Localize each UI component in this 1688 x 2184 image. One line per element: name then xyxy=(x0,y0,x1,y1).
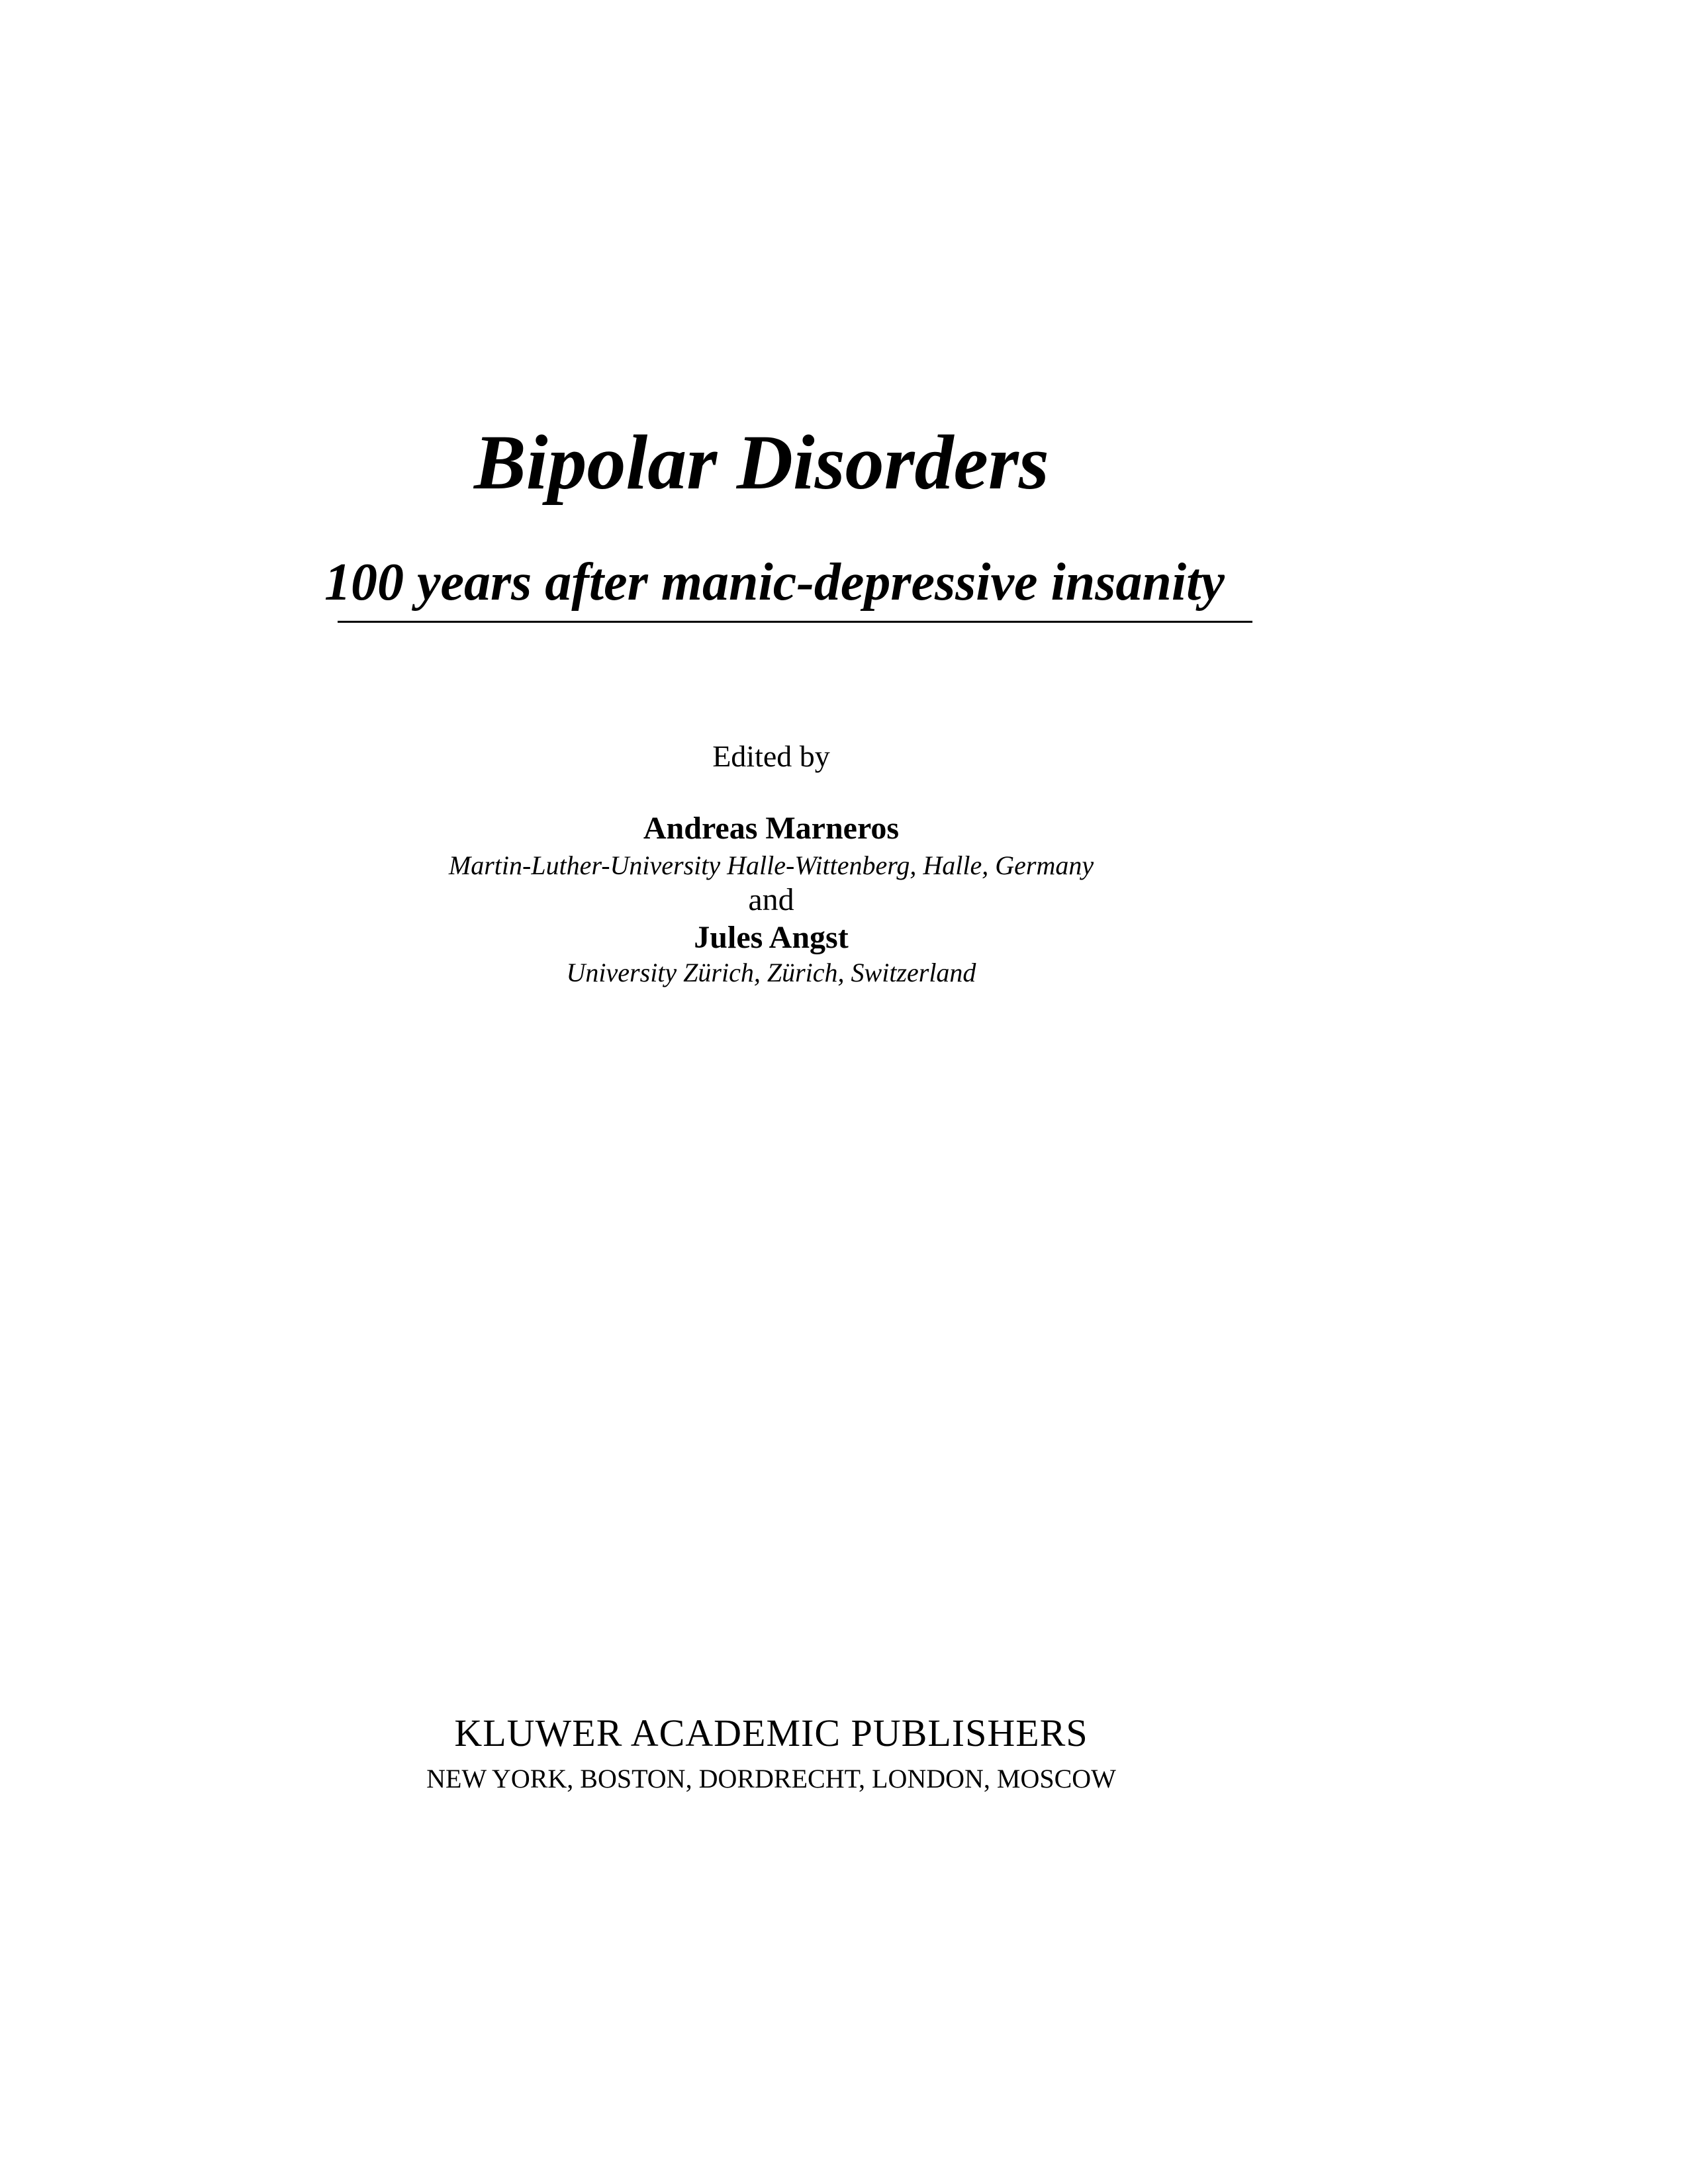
subtitle-rule xyxy=(338,621,1252,623)
editor-name-second: Jules Angst xyxy=(694,920,849,955)
publisher-name: KLUWER ACADEMIC PUBLISHERS xyxy=(454,1711,1088,1754)
editors-conjunction: and xyxy=(748,882,794,917)
edited-by-label: Edited by xyxy=(712,739,830,773)
editor-affiliation-second: University Zürich, Zürich, Switzerland xyxy=(566,958,976,987)
publisher-locations: NEW YORK, BOSTON, DORDRECHT, LONDON, MOSCOW xyxy=(426,1764,1116,1794)
book-title: Bipolar Disorders xyxy=(474,419,1049,506)
book-subtitle: 100 years after manic-depressive insanity xyxy=(324,553,1225,612)
editor-name-first: Andreas Marneros xyxy=(643,811,900,846)
editor-affiliation-first: Martin-Luther-University Halle-Wittenberg, Halle, Germany xyxy=(448,850,1094,880)
